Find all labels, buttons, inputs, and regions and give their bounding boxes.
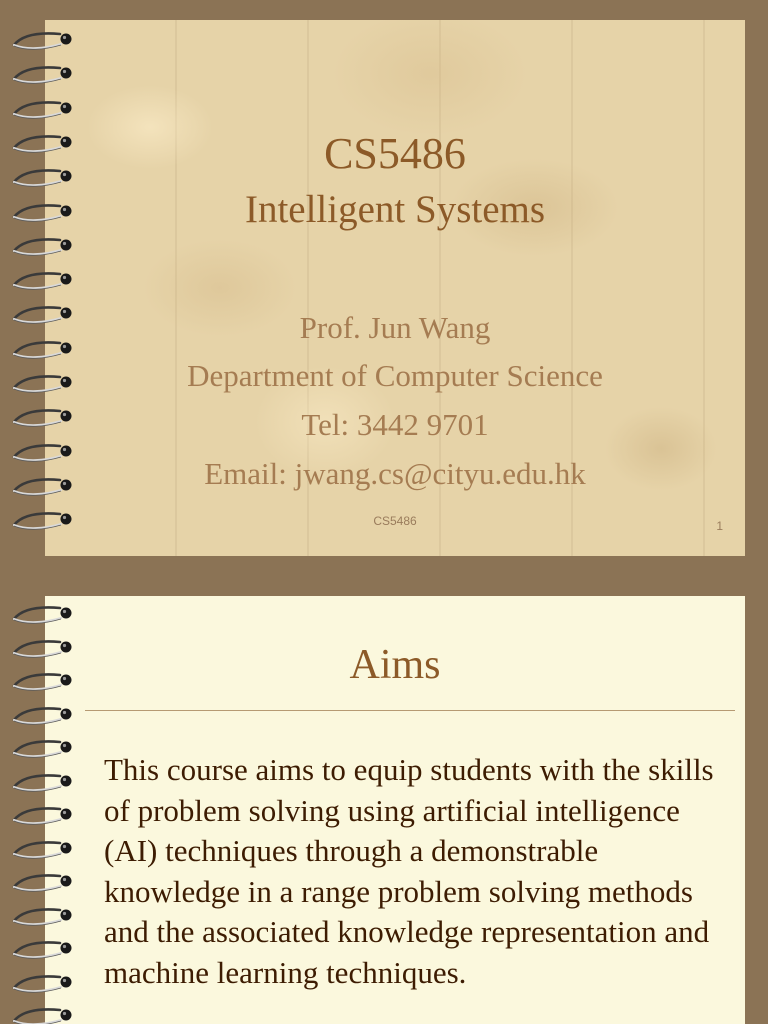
spiral-binding-ring-icon bbox=[8, 939, 76, 961]
spiral-binding-ring-icon bbox=[8, 973, 76, 995]
slide-2[interactable] bbox=[45, 596, 745, 1024]
spiral-binding-ring-icon bbox=[8, 1006, 76, 1024]
spiral-binding-ring-icon bbox=[8, 99, 76, 121]
email-address: Email: jwang.cs@cityu.edu.hk bbox=[204, 456, 586, 491]
spiral-binding-ring-icon bbox=[8, 738, 76, 760]
spiral-binding-ring-icon bbox=[8, 30, 76, 52]
slide-footer-course-code: CS5486 bbox=[373, 514, 417, 528]
spiral-binding-ring-icon bbox=[8, 671, 76, 693]
professor-name: Prof. Jun Wang bbox=[299, 310, 491, 345]
spiral-binding-ring-icon bbox=[8, 202, 76, 224]
spiral-binding-ring-icon bbox=[8, 167, 76, 189]
spiral-binding-ring-icon bbox=[8, 705, 76, 727]
telephone-number: Tel: 3442 9701 bbox=[301, 407, 489, 442]
spiral-binding-ring-icon bbox=[8, 839, 76, 861]
spiral-binding-ring-icon bbox=[8, 604, 76, 626]
spiral-binding-slide-2 bbox=[0, 596, 80, 1024]
spiral-binding-ring-icon bbox=[8, 236, 76, 258]
spiral-binding-ring-icon bbox=[8, 772, 76, 794]
heading-divider bbox=[85, 710, 735, 711]
spiral-binding-ring-icon bbox=[8, 906, 76, 928]
spiral-binding-ring-icon bbox=[8, 442, 76, 464]
spiral-binding-ring-icon bbox=[8, 872, 76, 894]
spiral-binding-ring-icon bbox=[8, 339, 76, 361]
course-code-title: CS5486 bbox=[324, 129, 466, 178]
spiral-binding-ring-icon bbox=[8, 510, 76, 532]
spiral-binding-ring-icon bbox=[8, 64, 76, 86]
spiral-binding-ring-icon bbox=[8, 476, 76, 498]
spiral-binding-ring-icon bbox=[8, 407, 76, 429]
spiral-binding-ring-icon bbox=[8, 270, 76, 292]
department-name: Department of Computer Science bbox=[187, 358, 603, 393]
spiral-binding-ring-icon bbox=[8, 373, 76, 395]
course-name-title: Intelligent Systems bbox=[244, 188, 546, 231]
spiral-binding-ring-icon bbox=[8, 805, 76, 827]
spiral-binding-ring-icon bbox=[8, 304, 76, 326]
spiral-binding-ring-icon bbox=[8, 133, 76, 155]
slide-1[interactable] bbox=[45, 20, 745, 556]
spiral-binding-slide-1 bbox=[0, 20, 80, 556]
slide-page-number: 1 bbox=[716, 519, 723, 533]
spiral-binding-ring-icon bbox=[8, 638, 76, 660]
aims-heading: Aims bbox=[349, 642, 441, 688]
aims-body-text: This course aims to equip students with the skills of problem solving using artificial intelligence (AI) techniques through a demonstrable knowledge in a range problem solving methods and the associated knowledge representation and machine learning techniques. bbox=[104, 752, 714, 990]
